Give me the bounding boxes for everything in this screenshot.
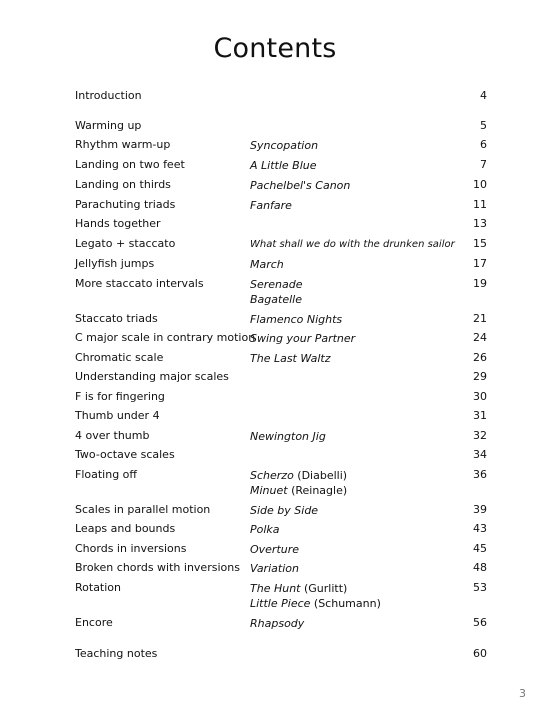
toc-section-title: Two-octave scales	[75, 448, 175, 461]
toc-piece-composer: (Gurlitt)	[300, 582, 348, 595]
toc-piece	[250, 198, 292, 213]
toc-page-number: 24	[473, 331, 487, 344]
toc-section-title: Chromatic scale	[75, 351, 164, 364]
toc-pieces	[250, 561, 299, 576]
page-number: 3	[519, 687, 526, 700]
toc-pieces	[250, 429, 326, 444]
toc-page-number: 4	[480, 89, 487, 102]
toc-section-title: Rhythm warm-up	[75, 138, 171, 151]
toc-pieces	[250, 277, 303, 307]
toc-piece-title: Pachelbel's Canon	[250, 179, 351, 192]
toc-page-number: 45	[473, 542, 487, 555]
toc-piece	[250, 616, 304, 631]
toc-piece	[250, 237, 455, 252]
toc-piece-title: The Last Waltz	[250, 352, 331, 365]
toc-pieces	[250, 616, 304, 631]
toc-piece-title: Side by Side	[250, 504, 319, 517]
toc-page-number: 13	[473, 217, 487, 230]
toc-piece-title: A Little Blue	[250, 159, 317, 172]
toc-section-title: Floating off	[75, 468, 137, 481]
toc-piece	[250, 277, 303, 292]
toc-page-number: 48	[473, 561, 487, 574]
toc-section-title: Encore	[75, 616, 113, 629]
toc-piece	[250, 542, 299, 557]
toc-piece-title: Flamenco Nights	[250, 313, 343, 326]
toc-pieces	[250, 503, 318, 518]
toc-pieces	[250, 237, 455, 252]
toc-page-number: 17	[473, 257, 487, 270]
toc-piece-title: March	[250, 258, 284, 271]
toc-piece	[250, 331, 355, 346]
toc-piece-title: Fanfare	[250, 199, 292, 212]
toc-page-number: 39	[473, 503, 487, 516]
toc-piece-title: Overture	[250, 543, 300, 556]
toc-section-title: Landing on thirds	[75, 178, 171, 191]
toc-piece-title: Polka	[250, 523, 280, 536]
toc-section-title: Understanding major scales	[75, 370, 229, 383]
toc-section-title: Leaps and bounds	[75, 522, 176, 535]
toc-page-number: 11	[473, 198, 487, 211]
toc-page-number: 15	[473, 237, 487, 250]
toc-page-number: 30	[473, 390, 487, 403]
toc-piece-title: Syncopation	[250, 139, 319, 152]
toc-section-title: Teaching notes	[75, 647, 158, 660]
toc-section-title: Landing on two feet	[75, 158, 185, 171]
toc-pieces	[250, 198, 292, 213]
toc-piece	[250, 257, 284, 272]
toc-section-title: Jellyfish jumps	[75, 257, 155, 270]
toc-page-number: 29	[473, 370, 487, 383]
toc-piece	[250, 503, 318, 518]
toc-section-title: Warming up	[75, 119, 142, 132]
toc-pieces	[250, 158, 317, 173]
toc-piece	[250, 351, 331, 366]
toc-pieces	[250, 542, 299, 557]
toc-piece-title: Newington Jig	[250, 430, 326, 443]
toc-section-title: Chords in inversions	[75, 542, 187, 555]
toc-piece-title: Variation	[250, 562, 299, 575]
toc-pieces	[250, 257, 284, 272]
toc-pieces	[250, 312, 342, 327]
toc-section-title: Legato + staccato	[75, 237, 176, 250]
toc-section-title: More staccato intervals	[75, 277, 204, 290]
toc-section-title: F is for fingering	[75, 390, 165, 403]
toc-section-title: Staccato triads	[75, 312, 158, 325]
toc-page-number: 7	[480, 158, 487, 171]
toc-piece-title: Rhapsody	[250, 617, 305, 630]
toc-page-number: 34	[473, 448, 487, 461]
toc-page-number: 60	[473, 647, 487, 660]
toc-section-title: Scales in parallel motion	[75, 503, 211, 516]
toc-pieces	[250, 178, 350, 193]
toc-piece-title: Scherzo	[250, 469, 294, 482]
toc-section-title: Thumb under 4	[75, 409, 160, 422]
toc-page-number: 43	[473, 522, 487, 535]
toc-piece	[250, 138, 318, 153]
toc-section-title: 4 over thumb	[75, 429, 150, 442]
page-title: Contents	[213, 33, 337, 64]
toc-section-title: Hands together	[75, 217, 161, 230]
toc-section-title: Introduction	[75, 89, 142, 102]
toc-pieces	[250, 331, 355, 346]
toc-piece	[250, 178, 350, 193]
toc-piece	[250, 292, 303, 307]
toc-page-number: 21	[473, 312, 487, 325]
toc-piece-title: Swing your Partner	[250, 332, 356, 345]
toc-section-title: Parachuting triads	[75, 198, 176, 211]
toc-piece-title: Bagatelle	[250, 293, 302, 306]
toc-piece	[250, 158, 317, 173]
toc-page-number: 5	[480, 119, 487, 132]
toc-page-number: 53	[473, 581, 487, 594]
toc-piece	[250, 429, 326, 444]
toc-piece	[250, 522, 280, 537]
toc-page-number: 56	[473, 616, 487, 629]
toc-piece	[250, 483, 347, 498]
toc-pieces	[250, 581, 381, 611]
toc-piece-composer: (Diabelli)	[293, 469, 348, 482]
toc-page-number: 36	[473, 468, 487, 481]
toc-piece	[250, 468, 347, 483]
toc-piece-composer: (Reinagle)	[287, 484, 348, 497]
toc-piece	[250, 581, 381, 596]
toc-piece-title: What shall we do with the drunken sailor	[250, 239, 455, 250]
toc-pieces	[250, 468, 347, 498]
toc-pieces	[250, 138, 318, 153]
toc-page-number: 26	[473, 351, 487, 364]
toc-piece-title: Minuet	[250, 484, 288, 497]
toc-piece-title: Serenade	[250, 278, 303, 291]
toc-section-title: C major scale in contrary motion	[75, 331, 256, 344]
toc-piece-title: The Hunt	[250, 582, 301, 595]
toc-section-title: Rotation	[75, 581, 122, 594]
toc-page-number: 31	[473, 409, 487, 422]
toc-piece	[250, 561, 299, 576]
toc-piece-title: Little Piece	[250, 597, 311, 610]
toc-pieces	[250, 351, 331, 366]
toc-page-number: 19	[473, 277, 487, 290]
toc-page-number: 6	[480, 138, 487, 151]
toc-piece	[250, 596, 381, 611]
toc-piece-composer: (Schumann)	[310, 597, 381, 610]
toc-pieces	[250, 522, 280, 537]
toc-page-number: 10	[473, 178, 487, 191]
toc-section-title: Broken chords with inversions	[75, 561, 240, 574]
toc-piece	[250, 312, 342, 327]
toc-page-number: 32	[473, 429, 487, 442]
